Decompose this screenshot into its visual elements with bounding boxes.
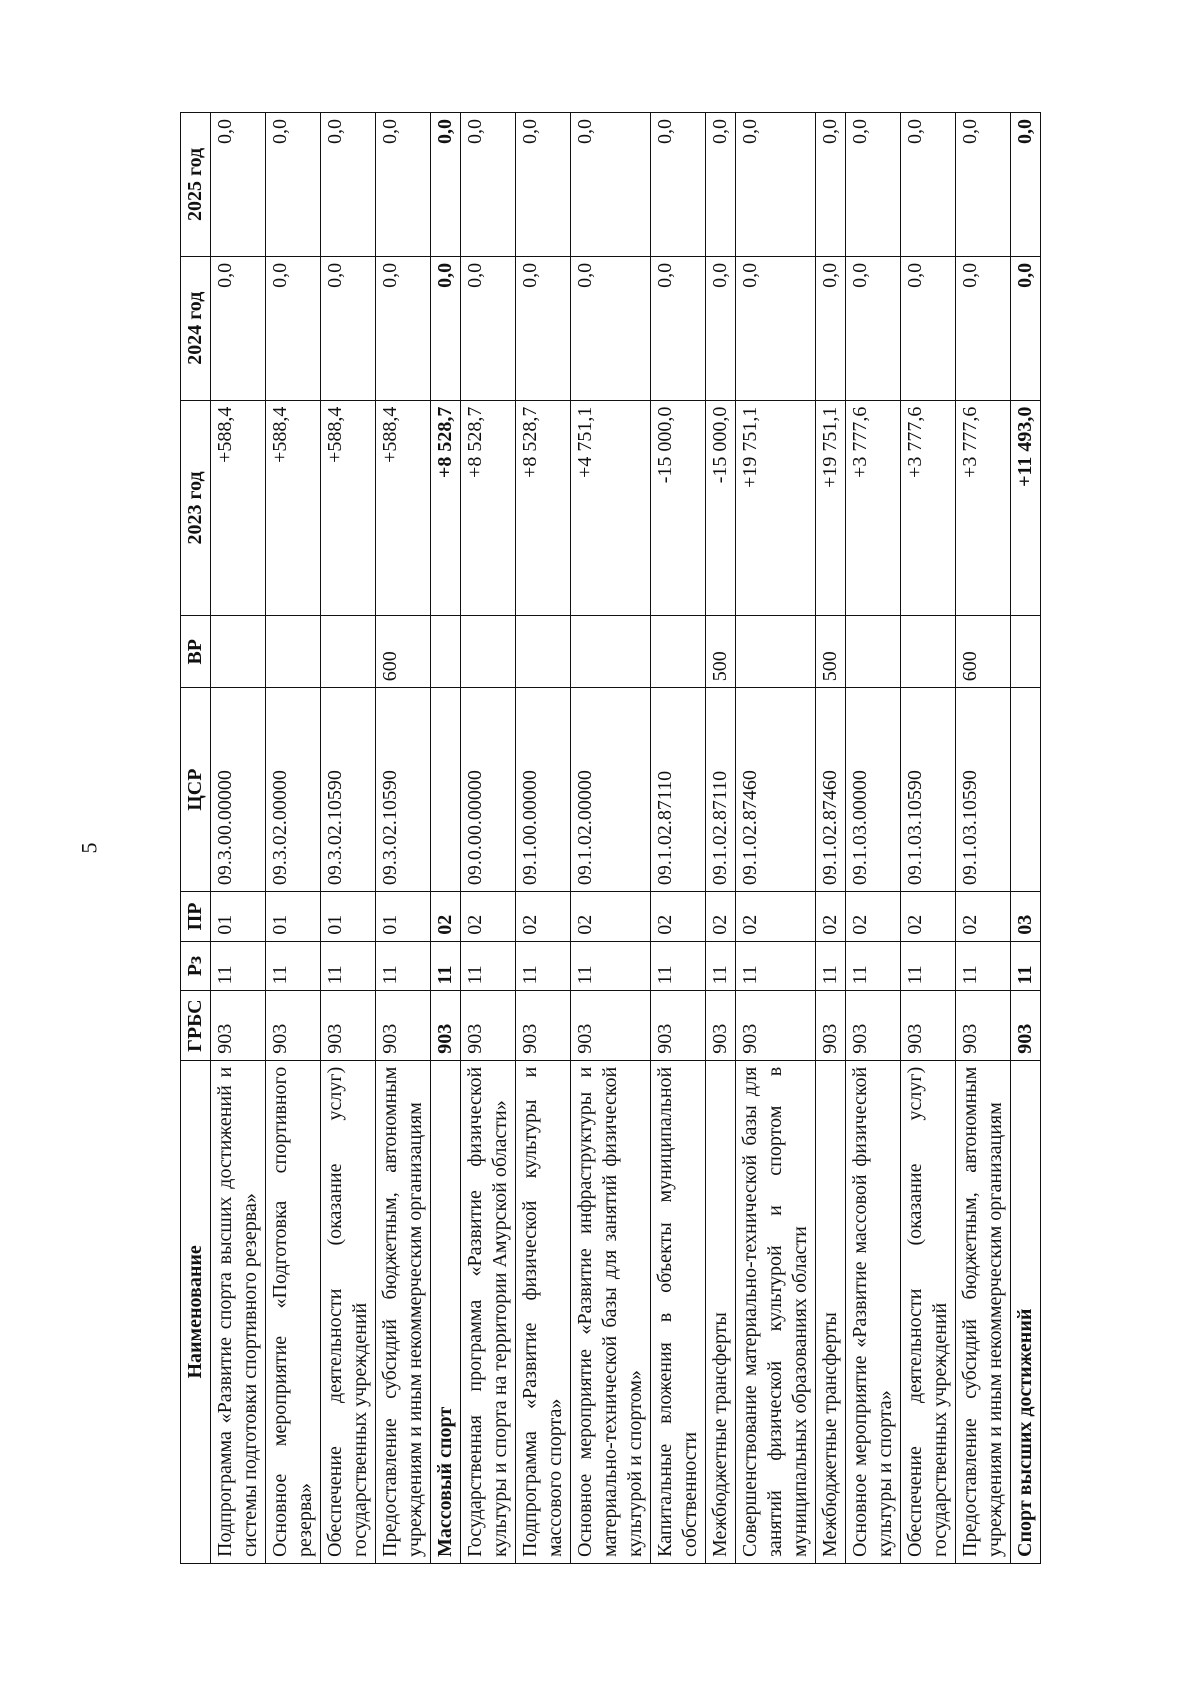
cell-2024: 0,0 (211, 256, 266, 400)
cell-grbs: 903 (706, 991, 736, 1060)
cell-2025: 0,0 (321, 113, 376, 257)
cell-grbs: 903 (431, 991, 461, 1060)
cell-grbs: 903 (901, 991, 956, 1060)
cell-2023: +588,4 (321, 400, 376, 616)
header-csr: ЦСР (181, 688, 211, 892)
cell-vr: 600 (376, 616, 431, 688)
header-2024: 2024 год (181, 256, 211, 400)
budget-table (180, 112, 1041, 1564)
cell-pr: 02 (736, 892, 816, 942)
table-row (266, 113, 321, 1564)
cell-vr (516, 616, 571, 688)
cell-2025: 0,0 (431, 113, 461, 257)
cell-csr: 09.3.02.10590 (376, 688, 431, 892)
cell-2024: 0,0 (1011, 256, 1041, 400)
cell-csr: 09.3.00.00000 (211, 688, 266, 892)
cell-pr: 02 (846, 892, 901, 942)
cell-pr: 01 (211, 892, 266, 942)
cell-grbs: 903 (816, 991, 846, 1060)
cell-vr: 500 (706, 616, 736, 688)
cell-csr: 09.1.03.10590 (956, 688, 1011, 892)
header-name: Наименование (181, 1060, 211, 1563)
cell-name: Предоставление субсидий бюджетным, автономным учреждениям и иным некоммерческим организациям (956, 1060, 1011, 1563)
cell-grbs: 903 (736, 991, 816, 1060)
cell-pr: 01 (376, 892, 431, 942)
cell-2023: -15 000,0 (651, 400, 706, 616)
cell-2023: +19 751,1 (816, 400, 846, 616)
cell-grbs: 903 (956, 991, 1011, 1060)
cell-2024: 0,0 (461, 256, 516, 400)
table-row (571, 113, 651, 1564)
table-row (1011, 113, 1041, 1564)
cell-2025: 0,0 (901, 113, 956, 257)
cell-pr: 02 (571, 892, 651, 942)
cell-2024: 0,0 (651, 256, 706, 400)
cell-name: Массовый спорт (431, 1060, 461, 1563)
cell-rz: 11 (706, 941, 736, 991)
cell-rz: 11 (376, 941, 431, 991)
table-body (211, 113, 1041, 1564)
cell-name: Государственная программа «Развитие физической культуры и спорта на территории Амурской области» (461, 1060, 516, 1563)
cell-name: Основное мероприятие «Подготовка спортивного резерва» (266, 1060, 321, 1563)
cell-2024: 0,0 (736, 256, 816, 400)
cell-grbs: 903 (376, 991, 431, 1060)
cell-2024: 0,0 (846, 256, 901, 400)
cell-2023: +588,4 (211, 400, 266, 616)
cell-pr: 02 (901, 892, 956, 942)
cell-csr: 09.1.02.87110 (651, 688, 706, 892)
cell-csr: 09.1.02.00000 (571, 688, 651, 892)
cell-2023: +3 777,6 (846, 400, 901, 616)
cell-rz: 11 (321, 941, 376, 991)
cell-2023: +588,4 (266, 400, 321, 616)
cell-name: Межбюджетные трансферты (706, 1060, 736, 1563)
cell-2025: 0,0 (651, 113, 706, 257)
cell-rz: 11 (736, 941, 816, 991)
cell-pr: 02 (651, 892, 706, 942)
cell-vr (571, 616, 651, 688)
cell-grbs: 903 (266, 991, 321, 1060)
table-row (461, 113, 516, 1564)
cell-vr (461, 616, 516, 688)
table-row (956, 113, 1011, 1564)
cell-2024: 0,0 (571, 256, 651, 400)
header-rz: Рз (181, 941, 211, 991)
table-header-row (181, 113, 211, 1564)
cell-grbs: 903 (321, 991, 376, 1060)
cell-pr: 03 (1011, 892, 1041, 942)
cell-pr: 02 (461, 892, 516, 942)
cell-2024: 0,0 (956, 256, 1011, 400)
cell-csr: 09.1.02.87460 (736, 688, 816, 892)
cell-pr: 01 (321, 892, 376, 942)
cell-2024: 0,0 (706, 256, 736, 400)
cell-name: Обеспечение деятельности (оказание услуг) государственных учреждений (321, 1060, 376, 1563)
cell-csr: 09.1.02.87460 (816, 688, 846, 892)
cell-name: Подпрограмма «Развитие физической культуры и массового спорта» (516, 1060, 571, 1563)
cell-pr: 02 (706, 892, 736, 942)
cell-rz: 11 (571, 941, 651, 991)
cell-2025: 0,0 (1011, 113, 1041, 257)
cell-vr (211, 616, 266, 688)
cell-csr: 09.0.00.00000 (461, 688, 516, 892)
cell-name: Подпрограмма «Развитие спорта высших достижений и системы подготовки спортивного резерва» (211, 1060, 266, 1563)
cell-2024: 0,0 (516, 256, 571, 400)
cell-vr (321, 616, 376, 688)
cell-vr (901, 616, 956, 688)
table-row (431, 113, 461, 1564)
cell-name: Межбюджетные трансферты (816, 1060, 846, 1563)
cell-2024: 0,0 (901, 256, 956, 400)
cell-grbs: 903 (516, 991, 571, 1060)
cell-2023: +11 493,0 (1011, 400, 1041, 616)
cell-pr: 02 (956, 892, 1011, 942)
cell-rz: 11 (816, 941, 846, 991)
cell-rz: 11 (846, 941, 901, 991)
cell-name: Спорт высших достижений (1011, 1060, 1041, 1563)
cell-name: Совершенствование материально-технической базы для занятий физической культурой и спортом в муниципальных образованиях области (736, 1060, 816, 1563)
table-row (736, 113, 816, 1564)
header-pr: ПР (181, 892, 211, 942)
cell-vr: 500 (816, 616, 846, 688)
cell-2025: 0,0 (571, 113, 651, 257)
cell-csr: 09.3.02.10590 (321, 688, 376, 892)
cell-pr: 02 (816, 892, 846, 942)
cell-vr: 600 (956, 616, 1011, 688)
cell-2023: +3 777,6 (901, 400, 956, 616)
cell-2025: 0,0 (516, 113, 571, 257)
cell-grbs: 903 (461, 991, 516, 1060)
cell-2023: +8 528,7 (516, 400, 571, 616)
cell-2025: 0,0 (846, 113, 901, 257)
table-row (651, 113, 706, 1564)
table-row (321, 113, 376, 1564)
cell-vr (431, 616, 461, 688)
cell-grbs: 903 (651, 991, 706, 1060)
cell-pr: 02 (516, 892, 571, 942)
cell-grbs: 903 (211, 991, 266, 1060)
table-row (846, 113, 901, 1564)
cell-name: Основное мероприятие «Развитие массовой физической культуры и спорта» (846, 1060, 901, 1563)
cell-rz: 11 (901, 941, 956, 991)
cell-2024: 0,0 (431, 256, 461, 400)
cell-rz: 11 (266, 941, 321, 991)
cell-pr: 02 (431, 892, 461, 942)
cell-vr (1011, 616, 1041, 688)
cell-vr (846, 616, 901, 688)
table-row (816, 113, 846, 1564)
cell-2023: -15 000,0 (706, 400, 736, 616)
cell-pr: 01 (266, 892, 321, 942)
cell-csr (431, 688, 461, 892)
cell-vr (266, 616, 321, 688)
header-grbs: ГРБС (181, 991, 211, 1060)
cell-csr: 09.3.02.00000 (266, 688, 321, 892)
cell-grbs: 903 (1011, 991, 1041, 1060)
cell-grbs: 903 (846, 991, 901, 1060)
cell-2024: 0,0 (266, 256, 321, 400)
cell-2024: 0,0 (321, 256, 376, 400)
table-row (211, 113, 266, 1564)
cell-csr: 09.1.03.00000 (846, 688, 901, 892)
table-row (706, 113, 736, 1564)
cell-2025: 0,0 (211, 113, 266, 257)
table-row (516, 113, 571, 1564)
table-row (376, 113, 431, 1564)
cell-2025: 0,0 (706, 113, 736, 257)
cell-name: Основное мероприятие «Развитие инфраструктуры и материально-технической базы для занятий физической культурой и спортом» (571, 1060, 651, 1563)
cell-2025: 0,0 (816, 113, 846, 257)
cell-rz: 11 (461, 941, 516, 991)
cell-2025: 0,0 (461, 113, 516, 257)
budget-table-container (180, 112, 1040, 1564)
cell-2023: +588,4 (376, 400, 431, 616)
cell-2025: 0,0 (376, 113, 431, 257)
page-number: 5 (76, 842, 102, 854)
cell-2025: 0,0 (266, 113, 321, 257)
cell-grbs: 903 (571, 991, 651, 1060)
cell-name: Предоставление субсидий бюджетным, автономным учреждениям и иным некоммерческим организациям (376, 1060, 431, 1563)
cell-2023: +8 528,7 (431, 400, 461, 616)
cell-2025: 0,0 (736, 113, 816, 257)
cell-csr: 09.1.02.87110 (706, 688, 736, 892)
cell-rz: 11 (211, 941, 266, 991)
header-2025: 2025 год (181, 113, 211, 257)
cell-2023: +4 751,1 (571, 400, 651, 616)
header-vr: ВР (181, 616, 211, 688)
cell-2023: +3 777,6 (956, 400, 1011, 616)
cell-name: Капитальные вложения в объекты муниципальной собственности (651, 1060, 706, 1563)
cell-2024: 0,0 (816, 256, 846, 400)
header-2023: 2023 год (181, 400, 211, 616)
cell-vr (651, 616, 706, 688)
cell-2023: +19 751,1 (736, 400, 816, 616)
cell-csr: 09.1.00.00000 (516, 688, 571, 892)
cell-csr: 09.1.03.10590 (901, 688, 956, 892)
cell-rz: 11 (431, 941, 461, 991)
cell-2023: +8 528,7 (461, 400, 516, 616)
cell-2025: 0,0 (956, 113, 1011, 257)
cell-csr (1011, 688, 1041, 892)
table-row (901, 113, 956, 1564)
cell-rz: 11 (1011, 941, 1041, 991)
cell-rz: 11 (956, 941, 1011, 991)
cell-vr (736, 616, 816, 688)
cell-2024: 0,0 (376, 256, 431, 400)
cell-name: Обеспечение деятельности (оказание услуг) государственных учреждений (901, 1060, 956, 1563)
cell-rz: 11 (516, 941, 571, 991)
cell-rz: 11 (651, 941, 706, 991)
